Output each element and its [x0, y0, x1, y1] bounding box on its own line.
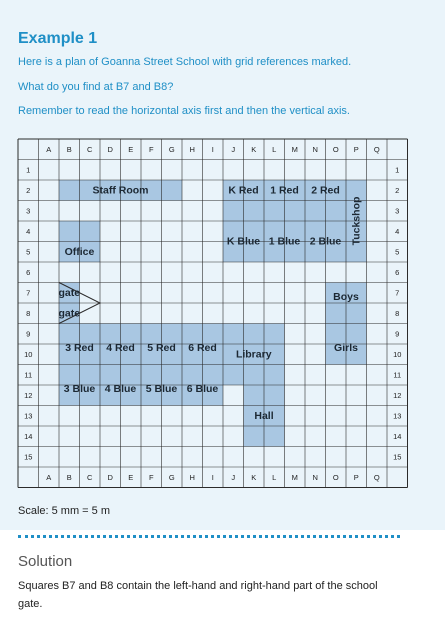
row-label-right: 9 — [395, 329, 400, 339]
row-label-right: 15 — [393, 452, 402, 462]
row-label-left: 9 — [26, 329, 31, 339]
column-label-bottom: E — [128, 472, 134, 482]
school-plan-grid — [17, 138, 417, 503]
row-label-left: 2 — [26, 185, 31, 195]
library-label: Library — [235, 348, 272, 361]
school-plan-svg — [17, 138, 417, 498]
row-label-left: 15 — [24, 452, 33, 462]
row-label-right: 6 — [395, 267, 400, 277]
row-label-left: 11 — [24, 370, 33, 380]
six-blue-label: 6 Blue — [186, 383, 219, 396]
column-label-bottom: C — [87, 472, 93, 482]
column-label-bottom: M — [291, 472, 298, 482]
row-label-right: 14 — [393, 431, 402, 441]
office-label: Office — [64, 245, 95, 258]
row-label-left: 3 — [26, 206, 31, 216]
column-label-top: A — [46, 144, 52, 154]
row-label-right: 8 — [395, 308, 400, 318]
column-label-bottom: J — [231, 472, 236, 482]
column-label-bottom: H — [189, 472, 195, 482]
row-label-right: 12 — [393, 390, 402, 400]
column-label-bottom: A — [46, 472, 52, 482]
k-red-label: K Red — [228, 184, 259, 197]
column-label-top: I — [211, 144, 214, 154]
row-label-right: 2 — [395, 185, 400, 195]
column-label-top: G — [168, 144, 175, 154]
row-label-right: 3 — [395, 206, 400, 216]
six-red-label: 6 Red — [188, 342, 217, 355]
solution-text: Squares B7 and B8 contain the left-hand and right-hand part of the school gate. — [18, 580, 378, 610]
row-label-left: 13 — [24, 411, 33, 421]
row-label-left: 6 — [26, 267, 31, 277]
one-red-label: 1 Red — [270, 184, 299, 197]
column-label-top: Q — [373, 144, 380, 154]
four-blue-label: 4 Blue — [104, 383, 137, 396]
column-label-top: M — [291, 144, 298, 154]
row-label-right: 7 — [395, 288, 400, 298]
column-label-top: D — [107, 144, 113, 154]
dotted-divider — [18, 535, 400, 538]
hall-label: Hall — [254, 409, 274, 422]
column-label-top: J — [231, 144, 236, 154]
question-line-3: Remember to read the horizontal axis first and then the vertical axis. — [18, 105, 350, 117]
gate-label-lower: gate — [58, 307, 81, 320]
column-label-top: E — [128, 144, 134, 154]
row-label-right: 10 — [393, 349, 402, 359]
scale-note: Scale: 5 mm = 5 m — [18, 505, 111, 517]
column-label-top: N — [312, 144, 318, 154]
row-label-left: 8 — [26, 308, 31, 318]
five-blue-label: 5 Blue — [145, 383, 178, 396]
column-label-bottom: I — [211, 472, 214, 482]
column-label-bottom: F — [148, 472, 154, 482]
three-red-label: 3 Red — [65, 342, 94, 355]
column-label-top: F — [148, 144, 154, 154]
row-label-right: 1 — [395, 165, 400, 175]
solution-title: Solution — [18, 553, 73, 570]
gate-label-upper: gate — [58, 286, 81, 299]
row-label-left: 5 — [26, 247, 31, 257]
row-label-right: 11 — [393, 370, 402, 380]
boys-label: Boys — [333, 290, 359, 303]
example-title: Example 1 — [18, 30, 98, 47]
staff-room-label: Staff Room — [92, 184, 149, 197]
girls-label: Girls — [334, 342, 358, 355]
column-label-top: L — [272, 144, 277, 154]
two-blue-label: 2 Blue — [309, 235, 342, 248]
column-label-bottom: K — [251, 472, 257, 482]
row-label-right: 4 — [395, 226, 400, 236]
column-label-top: H — [189, 144, 195, 154]
five-red-label: 5 Red — [147, 342, 176, 355]
row-label-right: 5 — [395, 247, 400, 257]
column-label-bottom: G — [168, 472, 175, 482]
column-label-bottom: P — [353, 472, 359, 482]
row-label-left: 1 — [26, 165, 31, 175]
three-blue-label: 3 Blue — [63, 383, 96, 396]
column-label-bottom: N — [312, 472, 318, 482]
column-label-bottom: L — [272, 472, 277, 482]
tuckshop-label: Tuckshop — [350, 196, 363, 246]
question-line-2: What do you find at B7 and B8? — [18, 81, 174, 93]
row-label-left: 4 — [26, 226, 31, 236]
row-label-left: 12 — [24, 390, 33, 400]
two-red-label: 2 Red — [311, 184, 340, 197]
column-label-bottom: B — [66, 472, 72, 482]
column-label-top: K — [251, 144, 257, 154]
column-label-bottom: Q — [373, 472, 380, 482]
column-label-bottom: O — [332, 472, 339, 482]
column-label-top: P — [353, 144, 359, 154]
k-blue-label: K Blue — [226, 235, 261, 248]
column-label-bottom: D — [107, 472, 113, 482]
row-label-left: 7 — [26, 288, 31, 298]
row-label-right: 13 — [393, 411, 402, 421]
column-label-top: C — [87, 144, 93, 154]
question-line-1: Here is a plan of Goanna Street School with grid references marked. — [18, 56, 352, 68]
column-label-top: O — [332, 144, 339, 154]
row-label-left: 10 — [24, 349, 33, 359]
one-blue-label: 1 Blue — [268, 235, 301, 248]
row-label-left: 14 — [24, 431, 33, 441]
four-red-label: 4 Red — [106, 342, 135, 355]
column-label-top: B — [66, 144, 72, 154]
